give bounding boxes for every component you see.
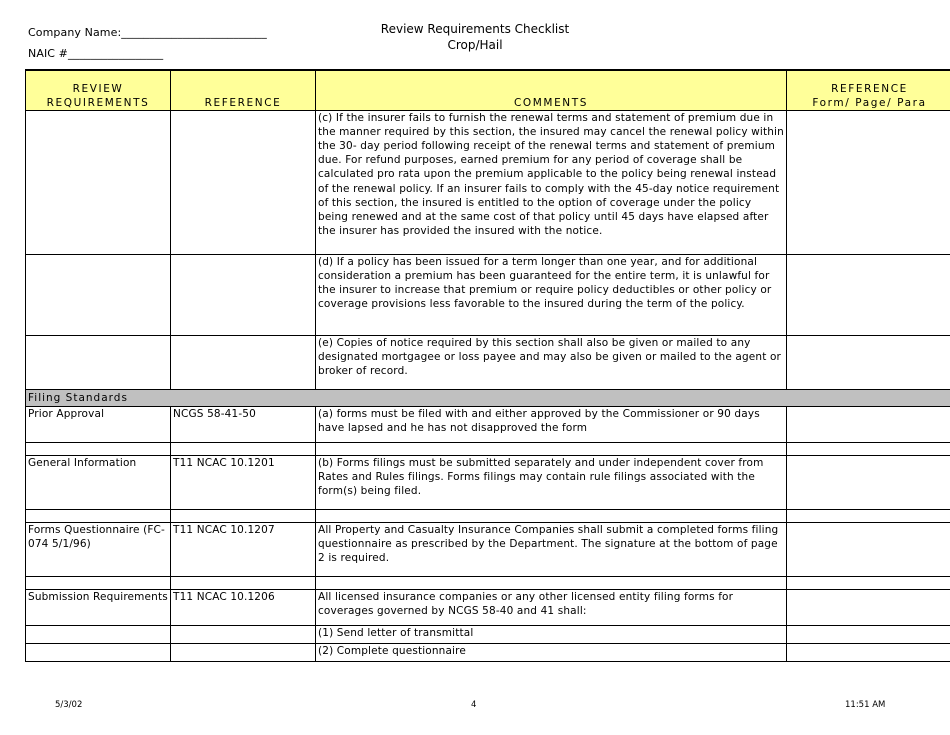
review-cell: Submission Requirements: [26, 589, 171, 625]
footer-page-number: 4: [471, 700, 477, 710]
section-row-filing-standards: [26, 389, 950, 406]
table-row: [26, 522, 950, 576]
review-cell: [26, 254, 171, 335]
comment-cell: (b) Forms filings must be submitted separately and under independent cover from Rates and Rules filings. Forms filings may contain rule filings associated with the form(s) being filed.: [316, 455, 787, 509]
reference-cell: [171, 254, 316, 335]
review-cell: Forms Questionnaire (FC-074 5/1/96): [26, 522, 171, 576]
reference-cell: NCGS 58-41-50: [171, 406, 316, 442]
section-title: Filing Standards: [26, 389, 950, 406]
comment-cell: All licensed insurance companies or any other licensed entity filing forms for coverages governed by NCGS 58-40 and 41 shall:: [316, 589, 787, 625]
comment-cell: (c) If the insurer fails to furnish the renewal terms and statement of premium due in the manner required by this section, the insured may cancel the renewal policy within the 30- day period following receipt of the renewal terms and statement of premium due. For refund purposes, earned premium for any period of coverage shall be calculated pro rata upon the premium applicable to the policy being renewal instead of the renewal policy. If an insurer fails to comply with the 45-day notice requirement of this section, the insured is entitled to the option of coverage under the policy being renewed and at the same cost of that policy until 45 days have elapsed after the insurer has provided the insured with the notice.: [316, 110, 787, 254]
reference-cell: T11 NCAC 10.1207: [171, 522, 316, 576]
spacer-row: [26, 442, 950, 455]
review-cell: [26, 335, 171, 389]
table-row: [26, 455, 950, 509]
form-ref-cell: [787, 254, 950, 335]
naic-field: NAIC #_________________: [28, 47, 164, 60]
table-row: [26, 335, 950, 389]
comment-cell: (e) Copies of notice required by this section shall also be given or mailed to any designated mortgagee or loss payee and may also be given or mailed to the agent or broker of record.: [316, 335, 787, 389]
page-subtitle: Crop/Hail: [447, 38, 503, 52]
table-row: [26, 643, 950, 661]
col-header-ref-line1: REFERENCE: [831, 82, 908, 95]
review-checklist-table: [25, 69, 950, 662]
col-header-review-line1: REVIEW: [72, 82, 124, 95]
table-row: [26, 589, 950, 625]
col-header-ref-line2: Form/ Page/ Para: [812, 96, 927, 109]
form-ref-cell: [787, 335, 950, 389]
col-header-review-line2: REQUIREMENTS: [46, 96, 150, 109]
form-ref-cell: [787, 589, 950, 625]
comment-cell: (d) If a policy has been issued for a term longer than one year, and for additional consideration a premium has been guaranteed for the entire term, it is unlawful for the insurer to increase that premium or require policy deductibles or other policy or coverage provisions less favorable to the insured during the term of the policy.: [316, 254, 787, 335]
reference-cell: [171, 335, 316, 389]
comment-cell: (2) Complete questionnaire: [316, 643, 787, 661]
spacer-row: [26, 576, 950, 589]
review-cell: General Information: [26, 455, 171, 509]
table-row: [26, 625, 950, 643]
col-header-comments: COMMENTS: [316, 70, 787, 110]
footer-date: 5/3/02: [55, 700, 83, 710]
table-row: [26, 406, 950, 442]
review-cell: Prior Approval: [26, 406, 171, 442]
reference-cell: T11 NCAC 10.1206: [171, 589, 316, 625]
col-header-reference: REFERENCE: [171, 70, 316, 110]
form-ref-cell: [787, 522, 950, 576]
col-header-review-requirements: [26, 70, 171, 110]
comment-cell: All Property and Casualty Insurance Companies shall submit a completed forms filing questionnaire as prescribed by the Department. The signature at the bottom of page 2 is required.: [316, 522, 787, 576]
table-header-row: [26, 70, 950, 110]
footer-time: 11:51 AM: [845, 700, 886, 710]
table-row: [26, 110, 950, 254]
spacer-row: [26, 509, 950, 522]
form-ref-cell: [787, 455, 950, 509]
comment-cell: (1) Send letter of transmittal: [316, 625, 787, 643]
company-name-field: Company Name:__________________________: [28, 26, 267, 39]
reference-cell: [171, 110, 316, 254]
form-ref-cell: [787, 406, 950, 442]
reference-cell: T11 NCAC 10.1201: [171, 455, 316, 509]
comment-cell: (a) forms must be filed with and either approved by the Commissioner or 90 days have lapsed and he has not disapproved the form: [316, 406, 787, 442]
form-ref-cell: [787, 625, 950, 643]
table-row: [26, 254, 950, 335]
form-ref-cell: [787, 643, 950, 661]
review-cell: [26, 110, 171, 254]
page-title: Review Requirements Checklist: [380, 22, 570, 36]
form-ref-cell: [787, 110, 950, 254]
col-header-reference-form-page: [787, 70, 950, 110]
